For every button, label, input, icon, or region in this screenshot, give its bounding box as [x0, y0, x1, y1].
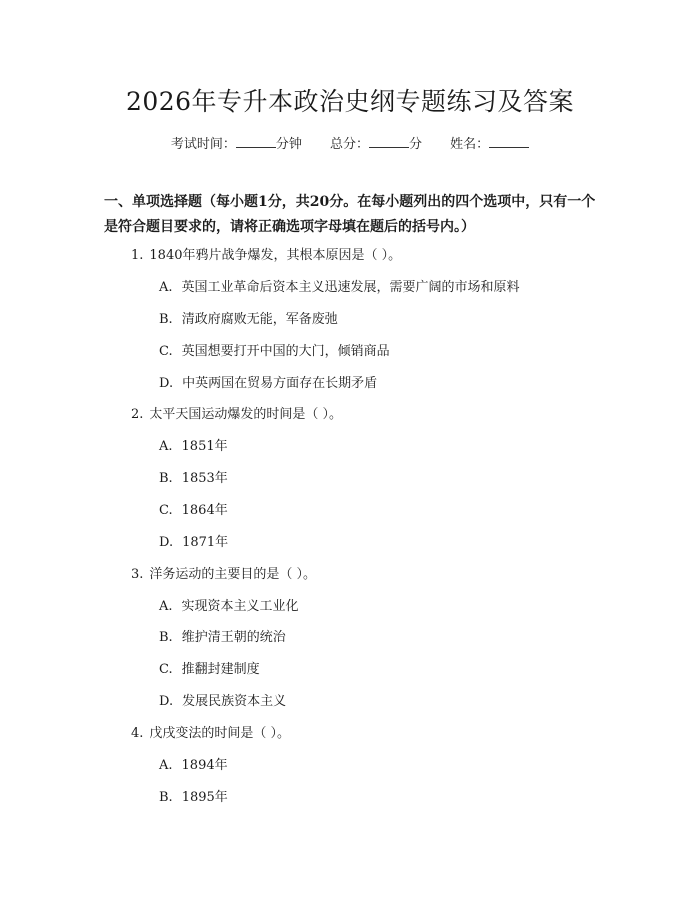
- question-2-option-b: [159, 467, 228, 486]
- student-name-field: [450, 137, 529, 152]
- option-text: 1864年: [181, 503, 228, 518]
- option-text: 维护清王朝的统治: [181, 630, 286, 645]
- question-number: 2.: [131, 407, 144, 422]
- option-text: 发展民族资本主义: [182, 694, 287, 709]
- option-text: 1851年: [181, 439, 228, 454]
- option-letter: D.: [159, 535, 174, 550]
- question-3-option-d: [159, 690, 286, 709]
- total-score-blank: [369, 135, 409, 148]
- option-letter: A.: [159, 439, 173, 454]
- question-2-option-d: [159, 531, 228, 550]
- total-score-unit: 分: [409, 137, 423, 152]
- option-text: 英国工业革命后资本主义迅速发展，需要广阔的市场和原料: [181, 280, 520, 295]
- question-text: 太平天国运动爆发的时间是（ ）。: [149, 407, 343, 422]
- question-1-option-b: [159, 308, 338, 327]
- question-3-option-a: [159, 595, 299, 614]
- question-3-option-b: [159, 626, 286, 645]
- option-letter: D.: [159, 694, 174, 709]
- option-text: 推翻封建制度: [181, 662, 260, 677]
- option-text: 英国想要打开中国的大门，倾销商品: [181, 344, 390, 359]
- question-number: 1.: [131, 248, 144, 263]
- student-name-blank: [489, 135, 529, 148]
- question-1-option-c: [159, 340, 390, 359]
- exam-time-blank: [236, 135, 276, 148]
- option-text: 1871年: [182, 535, 229, 550]
- option-letter: A.: [159, 758, 173, 773]
- option-text: 清政府腐败无能，军备废弛: [181, 312, 338, 327]
- question-number: 3.: [131, 567, 144, 582]
- total-score-label: 总分：: [329, 137, 369, 152]
- option-text: 实现资本主义工业化: [181, 599, 299, 614]
- option-letter: B.: [159, 630, 173, 645]
- option-text: 1894年: [181, 758, 228, 773]
- question-text: 1840年鸦片战争爆发，其根本原因是（ ）。: [149, 248, 402, 263]
- option-letter: C.: [159, 662, 173, 677]
- question-text: 戊戌变法的时间是（ ）。: [149, 726, 291, 741]
- question-4-option-a: [159, 754, 228, 773]
- option-letter: B.: [159, 471, 173, 486]
- question-4: [131, 722, 290, 741]
- option-letter: C.: [159, 503, 173, 518]
- question-1-option-d: [159, 372, 377, 391]
- question-text: 洋务运动的主要目的是（ ）。: [149, 567, 317, 582]
- question-4-option-b: [159, 786, 228, 805]
- option-letter: A.: [159, 599, 173, 614]
- option-letter: C.: [159, 344, 173, 359]
- section-heading: 一、单项选择题（每小题1分，共20分。在每小题列出的四个选项中，只有一个是符合题目要求的，请将正确选项字母填在题后的括号内。）: [104, 194, 596, 235]
- option-text: 1895年: [181, 790, 228, 805]
- question-2-option-c: [159, 499, 228, 518]
- exam-time-unit: 分钟: [275, 137, 302, 152]
- total-score-field: [330, 137, 426, 152]
- question-2-option-a: [159, 435, 228, 454]
- option-letter: A.: [159, 280, 173, 295]
- option-text: 1853年: [181, 471, 228, 486]
- option-letter: B.: [159, 790, 173, 805]
- exam-time-label: 考试时间：: [170, 137, 236, 152]
- student-name-label: 姓名：: [450, 137, 490, 152]
- option-letter: D.: [159, 376, 174, 391]
- question-1-option-a: [159, 276, 520, 295]
- question-2: [131, 403, 342, 422]
- question-3-option-c: [159, 658, 260, 677]
- document-title: 2026年专升本政治史纲专题练习及答案: [125, 87, 575, 116]
- option-letter: B.: [159, 312, 173, 327]
- question-number: 4.: [131, 726, 144, 741]
- question-3: [131, 563, 316, 582]
- exam-time-field: [171, 137, 306, 152]
- option-text: 中英两国在贸易方面存在长期矛盾: [182, 376, 378, 391]
- question-1: [131, 244, 401, 263]
- exam-meta-line: [0, 133, 700, 152]
